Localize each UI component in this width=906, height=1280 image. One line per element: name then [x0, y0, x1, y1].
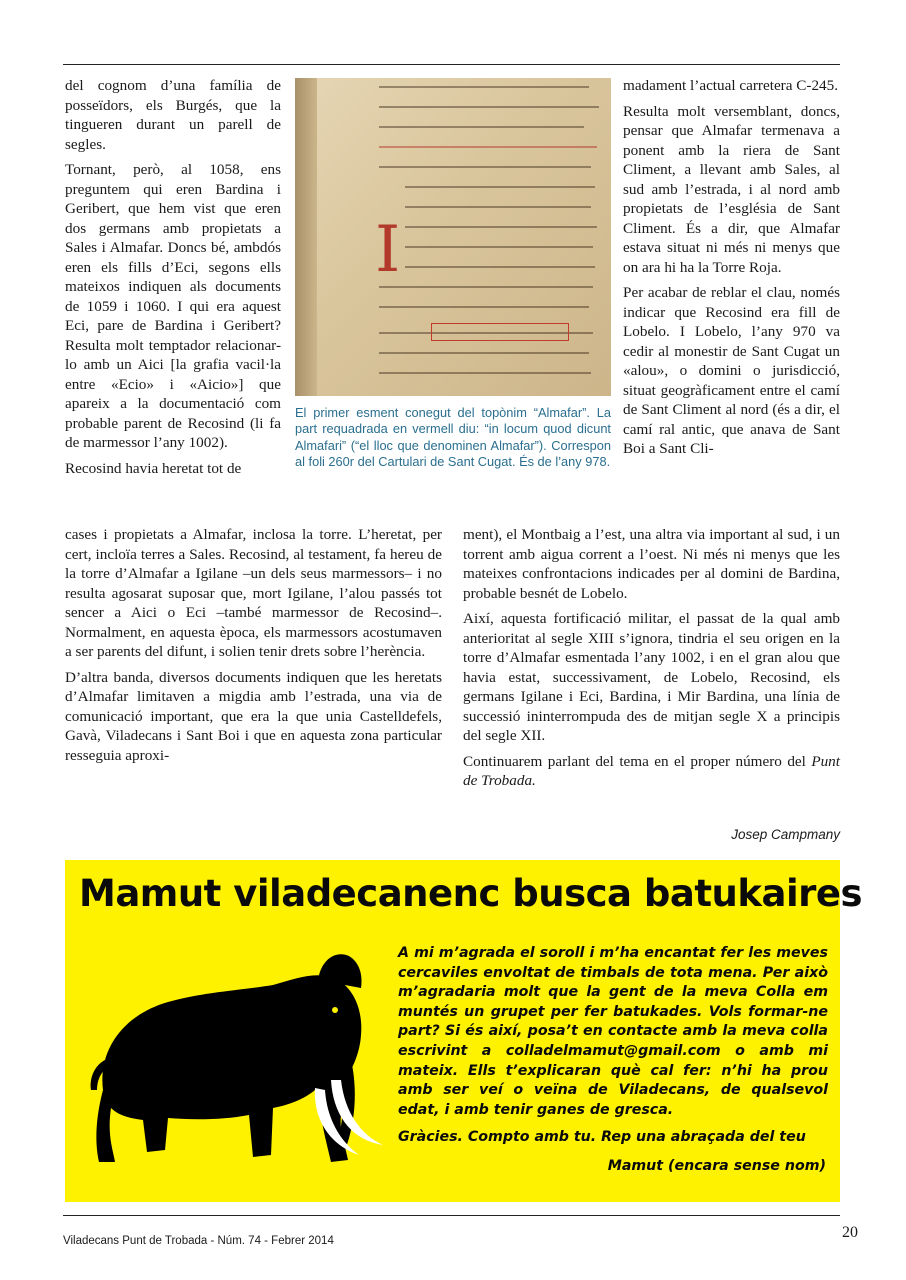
paragraph: cases i propietats a Almafar, inclosa la torre. L’heretat, per cert, incloïa terres a Sales. Recosind, al testament, fa hereu de la torre d’Almafar a Igilane –un dels seus marmessors– i no resulta agosarat suposar que, mort Igilane, l’alou passés tot sencer a Aici o Eci –també marmessor de Recosind–. Normalment, en aquesta època, els marmessors acostumaven a ser parents del difunt, i solien tenir drets sobre l’herència. — [65, 526, 442, 660]
ad-title: Mamut viladecanenc busca batukaires — [79, 872, 863, 915]
ad-box — [65, 860, 863, 1202]
paragraph: del cognom d’una família de posseïdors, els Burgés, que la tingueren durant un parell de segles. — [65, 77, 281, 153]
article-column-right-top — [623, 76, 840, 459]
illuminated-initial: I — [375, 213, 401, 287]
paragraph: Recosind havia heretat tot de — [65, 459, 242, 477]
publication-name: Punt de Trobada. — [463, 752, 840, 789]
ad-paragraph: Gràcies. Compto amb tu. Rep una abraçada del teu — [398, 1129, 806, 1146]
article-column-left-top — [65, 76, 281, 478]
continuation-text: Continuarem parlant del tema en el proper número del — [463, 752, 812, 770]
footer-text: Viladecans Punt de Trobada - Núm. 74 - Febrer 2014 — [63, 1235, 334, 1247]
paragraph: Per acabar de reblar el clau, només indicar que Recosind era fill de Lobelo. I Lobelo, l’any 970 va cedir al monestir de Sant Cugat un «alou», o domini o jurisdicció, situat geogràficament entre el camí de Sant Climent al nord (és a dir, el camí ral antic, que anava de Sant Boi a Sant Cli- — [623, 284, 840, 457]
ad-text — [398, 944, 828, 1156]
figure-caption: El primer esment conegut del topònim “Almafar”. La part requadrada en vermell diu: “in locum quod dicunt Almafari” (“el lloc que denominen Almafar”). Correspon al foli 260r del Cartulari de Sant Cugat. És de l’any 978. — [295, 405, 611, 470]
top-rule — [63, 64, 840, 65]
article-column-right-bottom — [463, 525, 840, 797]
paragraph: Així, aquesta fortificació militar, el passat de la qual amb anterioritat al segle XIII s’ignora, tindria el seu origen en la torre d’Almafar esmentada l’any 1002, i en el gran alou que havia estat, successivament, de Lobelo, Recosind, els germans Igilane i Eci, Bardina, i Mir Bardina, una línia de successió ininterrompuda des de mitjan segle X a principis del segle XII. — [463, 610, 840, 744]
highlight-box — [431, 323, 569, 341]
manuscript-image — [295, 78, 611, 396]
paragraph: ment), el Montbaig a l’est, una altra via important al sud, i un torrent amb aigua corrent a l’oest. Ni més ni menys que les mateixes confrontacions indicades per al domini de Bardina, probable besnét de Lobelo. — [463, 526, 840, 602]
page-number: 20 — [842, 1224, 858, 1241]
ad-paragraph: A mi m’agrada el soroll i m’ha encantat fer les meves cercaviles envoltat de timbals de tota mena. Per això m’agradaria molt que la gent de la meva Colla em muntés un grupet per fer batukades. Vols formar-ne part? Si és així, posa’t en contacte amb la meva colla escrivint a colladelmamut@gmail.com o amb mi mateix. Ells t’explicaran què cal fer: n’hi ha prou amb ser veí o veïna de Viladecans, de qualsevol edat, i amb tenir ganes de gresca. — [398, 945, 828, 1118]
paragraph: D’altra banda, diversos documents indiquen que les heretats d’Almafar limitaven a migdia amb l’estrada, una via de comunicació important, que era la que unia Castelldefels, Gavà, Viladecans i Sant Boi i que en aquesta zona particular resseguia aproxi- — [65, 668, 442, 764]
bottom-rule — [63, 1215, 840, 1216]
ad-signature: Mamut (encara sense nom) — [607, 1158, 826, 1174]
paragraph: Resulta molt versemblant, doncs, pensar que Almafar termenava a ponent amb la riera de Sant Climent, a llevant amb Sales, al sud amb l’estrada, i al nord amb propietats de l’església de Sant Climent. És a dir, que Almafar estava situat ni més ni menys que on ara hi ha la Torre Roja. — [623, 102, 840, 276]
paragraph: madament l’actual carretera C-245. — [623, 77, 839, 94]
paragraph — [463, 752, 840, 791]
paragraph: Tornant, però, al 1058, ens preguntem qui eren Bardina i Geribert, que hem vist que eren dos germans amb propietats a Sales i Almafar. Doncs bé, ambdós eren els fills d’Eci, segons ells mateixos indiquen als documents de 1059 i 1060. I qui era aquest Eci, pare de Bardina i Geribert? Resulta molt temptador relacionar-lo amb un Aici [la grafia vacil·la entre «Ecio» i «Aicio»] que apareix a la documentació com probable parent de Recosind (li fa de marmessor l’any 1002). — [65, 161, 281, 451]
mammoth-silhouette-icon — [83, 940, 383, 1180]
article-author: Josep Campmany — [731, 827, 840, 842]
article-column-left-bottom — [65, 525, 442, 771]
manuscript-margin — [295, 78, 317, 396]
